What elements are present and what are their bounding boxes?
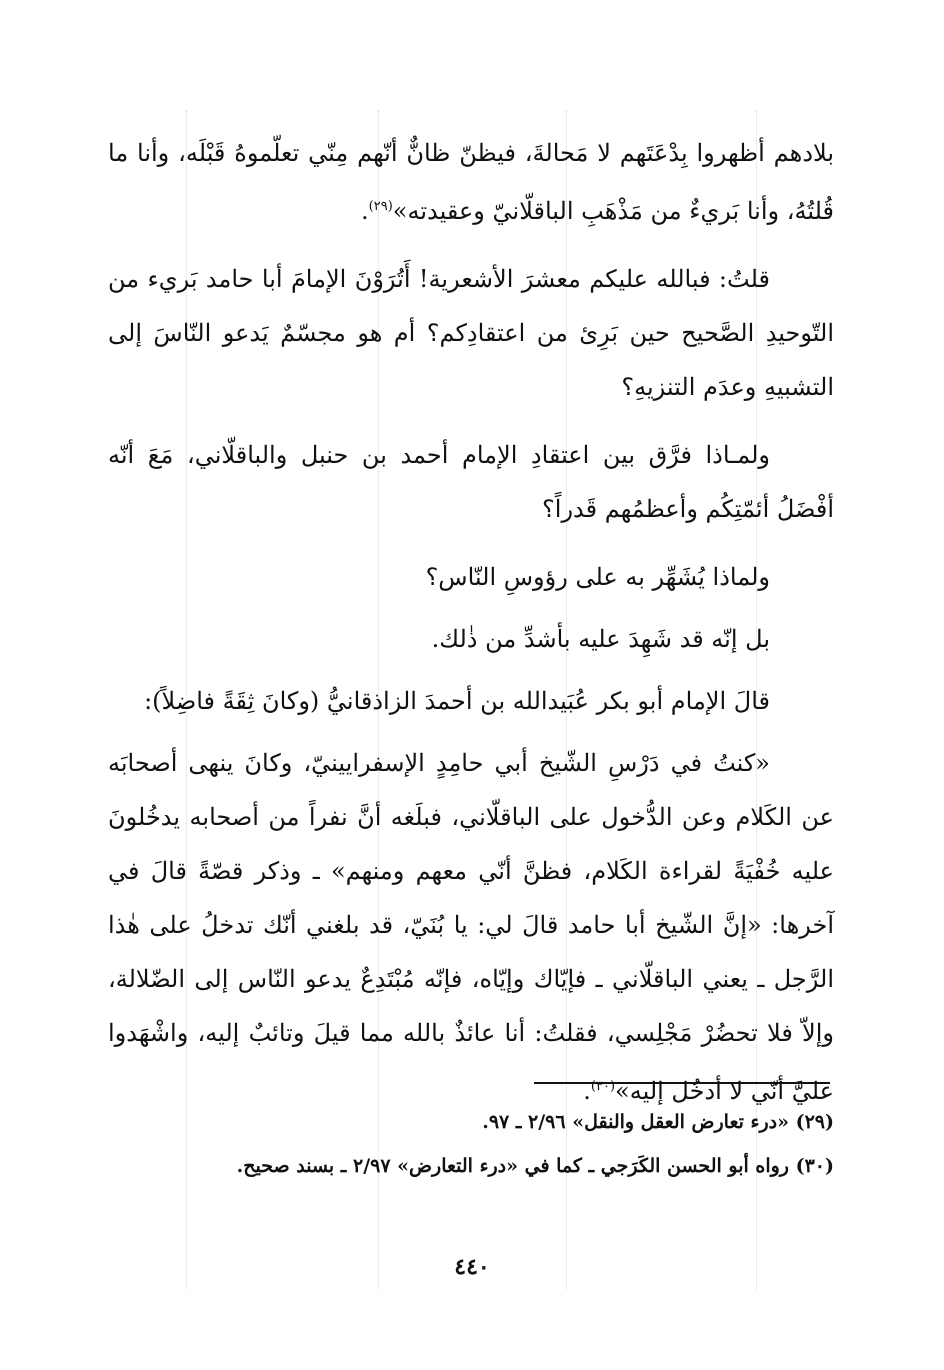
paragraph-narrator: قالَ الإمام أبو بكر عُبَيدالله بن أحمدَ الزاذقانيُّ (وكانَ ثِقَةً فاضِلاً): [144, 687, 770, 715]
footnote-ref-29: (٢٩) [368, 199, 393, 214]
paragraph-why-differentiate: ولمـاذا فرَّق بين اعتقادِ الإمام أحمد بن حنبل والباقلّاني، مَعَ أنّه أفْضَلُ أئمّتِكُم وأعظمُهم قَدراً؟ [108, 441, 834, 523]
footnote-separator [534, 1082, 830, 1084]
paragraph-quotation: «كنتُ في دَرْسِ الشّيخ أبي حامِدٍ الإسفرايينيّ، وكانَ ينهى أصحابَه عن الكَلام وعن الدُّخول على الباقلّاني، فبلَغه أنَّ نفراً من أصحابه يدخُلونَ عليه خُفْيَةً لقراءة الكَلام، فظنَّ أنّي معهم ومنهم» ـ وذكر قصّةً قالَ في آخرها: «إنَّ الشّيخ أبا حامد قالَ لي: يا بُنَيّ، قد بلغني أنّك تدخلُ على هٰذا الرَّجل ـ يعني الباقلّاني ـ فإيّاك وإيّاه، فإنّه مُبْتَدِعٌ يدعو النّاس إلى الضّلالة، وإلاّ فلا تحضُرْ مَجْلِسي، فقلتُ: أنا عائذٌ بالله مما قيلَ وتائبٌ إليه، واشْهَدوا عليَّ أنّي لا أدخُل إليه»$^{(٣٠)}$. [108, 749, 834, 1105]
main-text [108, 126, 834, 1132]
footnote-30: (٣٠) رواه أبو الحسن الكَرَجي ـ كما في «درء التعارض» ٢/٩٧ ـ بسند صحيح. [236, 1155, 834, 1177]
footnote-29: (٢٩) «درء تعارض العقل والنقل» ٢/٩٦ ـ ٩٧. [482, 1111, 834, 1133]
page-number: ٤٤٠ [454, 1254, 490, 1280]
paragraph-why-expose: ولماذا يُشَهِّر به على رؤوسِ النّاس؟ [425, 563, 770, 591]
paragraph-question-ashariyya: قلتُ: فبالله عليكم معشرَ الأشعرية! أَتُرَوْنَ الإمامَ أبا حامد بَريء من التّوحيدِ الصَّحيح حين بَرِئ من اعتقادِكم؟ أم هو مجسّمٌ يَدعو النّاسَ إلى التشبيهِ وعدَم التنزيهِ؟ [108, 265, 834, 401]
footnote-ref-30: (٣٠) [590, 1079, 616, 1094]
paragraph-continuation: بلادهم أظهروا بِدْعَتَهم لا مَحالةَ، فيظنّ ظانٌّ أنّهم مِنّي تعلّموهُ قَبْلَه، وأنا ما قُلتُهُ، وأنا بَريءٌ من مَذْهَبِ الباقلّانيّ وعقيدته»$^{(٢٩)}$. [108, 139, 834, 225]
paragraph-testified: بل إنّه قد شَهِدَ عليه بأشدِّ من ذٰلك. [431, 625, 770, 653]
footnotes [110, 1100, 834, 1188]
